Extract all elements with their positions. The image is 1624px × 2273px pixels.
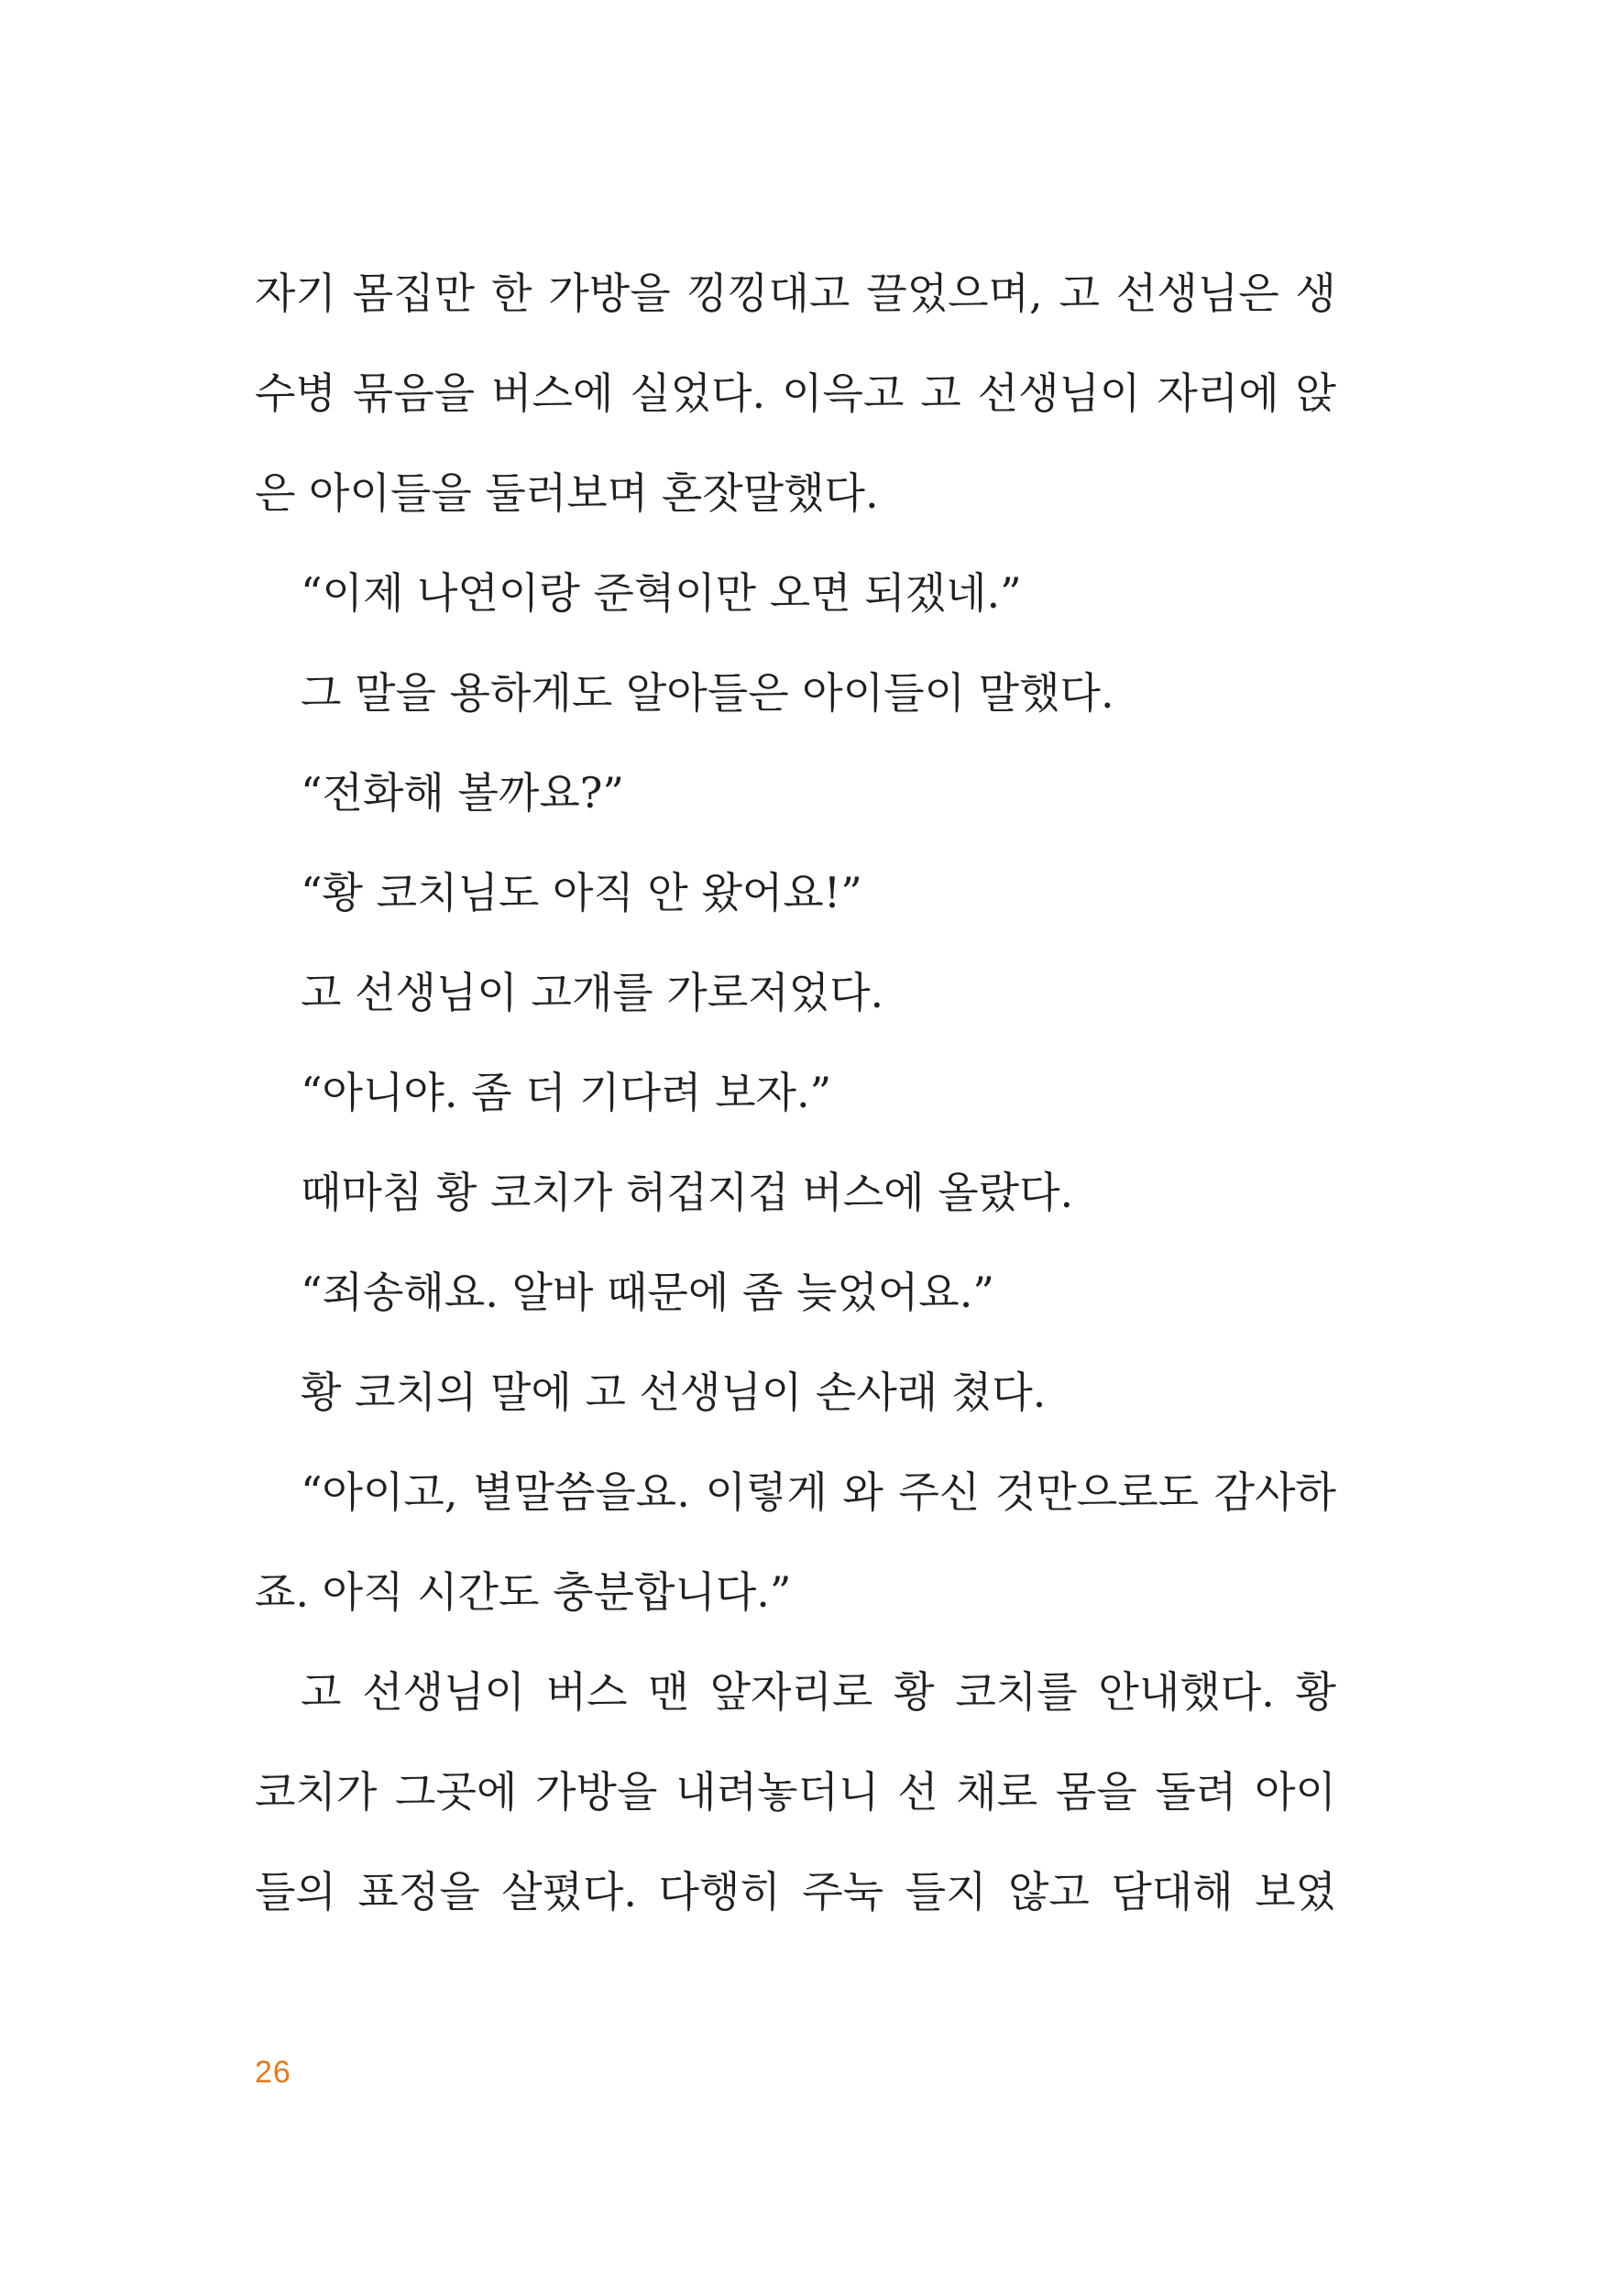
text-line-3: 은 아이들을 둘러보며 혼잣말했다. [255,468,879,518]
text-line-13: “아이고, 별말씀을요. 이렇게 와 주신 것만으로도 감사하 [301,1467,1336,1517]
text-line-11: “죄송해요. 알바 때문에 좀 늦었어요.” [301,1268,994,1317]
page-number: 26 [255,2055,291,2090]
text-line-8: 고 선생님이 고개를 가로저었다. [301,968,884,1017]
text-line-17: 들의 표정을 살폈다. 다행히 주눅 들지 않고 담대해 보였 [255,1867,1336,1916]
text-line-1: 자기 몸집만 한 가방을 낑낑대고 끌었으며, 고 선생님은 생 [255,269,1336,318]
text-line-15: 고 선생님이 버스 맨 앞자리로 황 코치를 안내했다. 황 [301,1667,1336,1717]
text-line-10: 때마침 황 코치가 허겁지겁 버스에 올랐다. [301,1168,1074,1217]
text-line-12: 황 코치의 말에 고 선생님이 손사래 쳤다. [301,1367,1047,1417]
text-line-14: 죠. 아직 시간도 충분합니다.” [255,1567,792,1617]
text-line-2: 수병 묶음을 버스에 실었다. 이윽고 고 선생님이 자리에 앉 [255,368,1336,418]
text-line-6: “전화해 볼까요?” [301,768,624,818]
text-line-16: 코치가 그곳에 가방을 내려놓더니 선 채로 몸을 돌려 아이 [255,1767,1336,1817]
text-line-5: 그 말을 용하게도 알아들은 아이들이 말했다. [301,668,1114,718]
text-line-9: “아니야. 좀 더 기다려 보자.” [301,1068,832,1117]
text-line-4: “이제 나연이랑 준혁이만 오면 되겠네.” [301,568,1022,618]
text-line-7: “황 코치님도 아직 안 왔어요!” [301,868,862,917]
body-text [255,244,1336,1942]
